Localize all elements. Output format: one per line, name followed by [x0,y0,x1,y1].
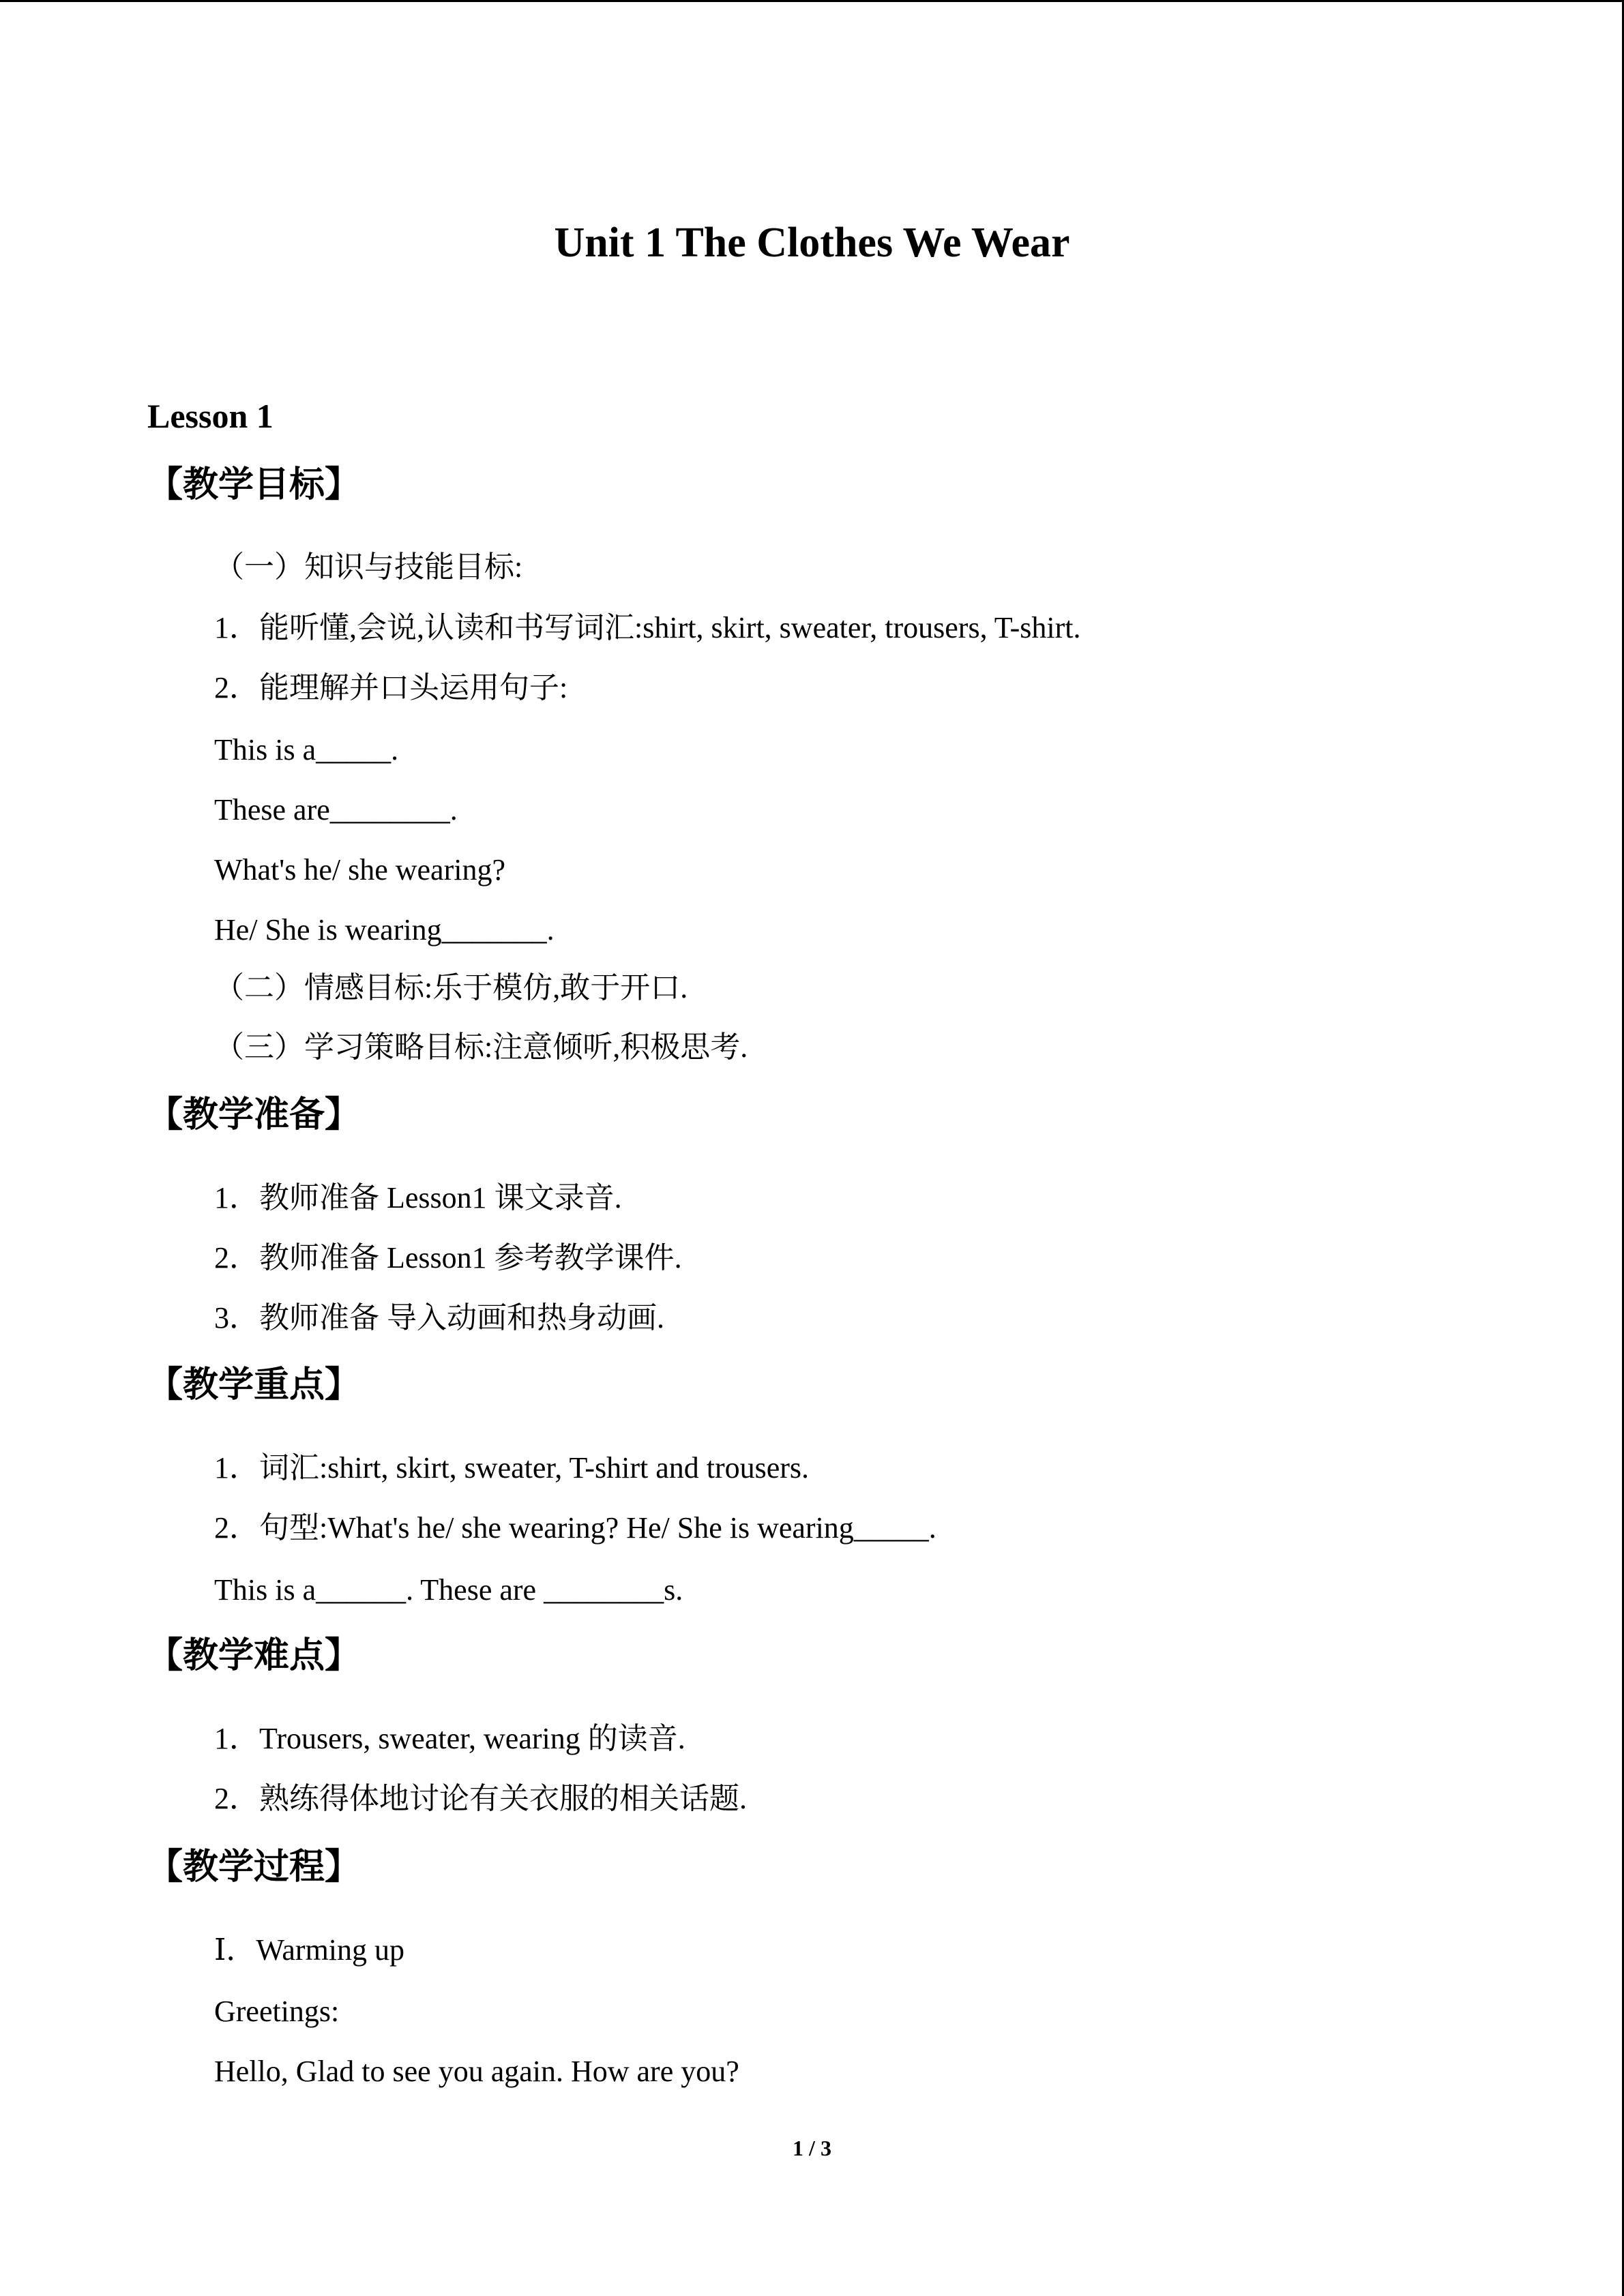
page-number: 1 / 3 [793,2136,831,2160]
objectives-line: He/ She is wearing_______. [214,913,555,946]
objectives-line: 2．能理解并口头运用句子: [214,671,568,704]
process-line: Hello, Glad to see you again. How are you? [214,2055,739,2088]
preparation-line: 1．教师准备 Lesson1 课文录音. [214,1181,622,1214]
difficulties-line: 2．熟练得体地讨论有关衣服的相关话题. [214,1782,747,1815]
process-line: Greetings: [214,1995,340,2028]
section-heading-difficulties: 【教学难点】 [147,1635,361,1676]
objectives-line: These are________. [214,793,458,826]
section-heading-objectives: 【教学目标】 [147,464,361,505]
section-heading-preparation: 【教学准备】 [147,1094,361,1135]
difficulties-line: 1．Trousers, sweater, wearing 的读音. [214,1722,685,1755]
objectives-line: （三）学习策略目标:注意倾听,积极思考. [214,1030,748,1064]
key-points-line: 2．句型:What's he/ she wearing? He/ She is wearing_____. [214,1511,936,1545]
document-title: Unit 1 The Clothes We Wear [554,220,1070,266]
section-heading-process: 【教学过程】 [147,1847,361,1888]
objectives-line: （二）情感目标:乐于模仿,敢于开口. [214,971,688,1004]
objectives-line: This is a_____. [214,733,399,766]
lesson-heading: Lesson 1 [147,397,274,435]
preparation-line: 3．教师准备 导入动画和热身动画. [214,1301,664,1335]
process-line: Ⅰ．Warming up [214,1933,405,1967]
section-heading-key-points: 【教学重点】 [147,1365,361,1405]
objectives-line: What's he/ she wearing? [214,853,505,886]
objectives-line: （一）知识与技能目标: [214,550,523,584]
key-points-line: This is a______. These are ________s. [214,1573,683,1607]
page-border-top [0,0,1624,2]
objectives-line: 1．能听懂,会说,认读和书写词汇:shirt, skirt, sweater, trousers, T-shirt. [214,611,1081,644]
preparation-line: 2．教师准备 Lesson1 参考教学课件. [214,1241,682,1274]
key-points-line: 1．词汇:shirt, skirt, sweater, T-shirt and trousers. [214,1451,810,1485]
